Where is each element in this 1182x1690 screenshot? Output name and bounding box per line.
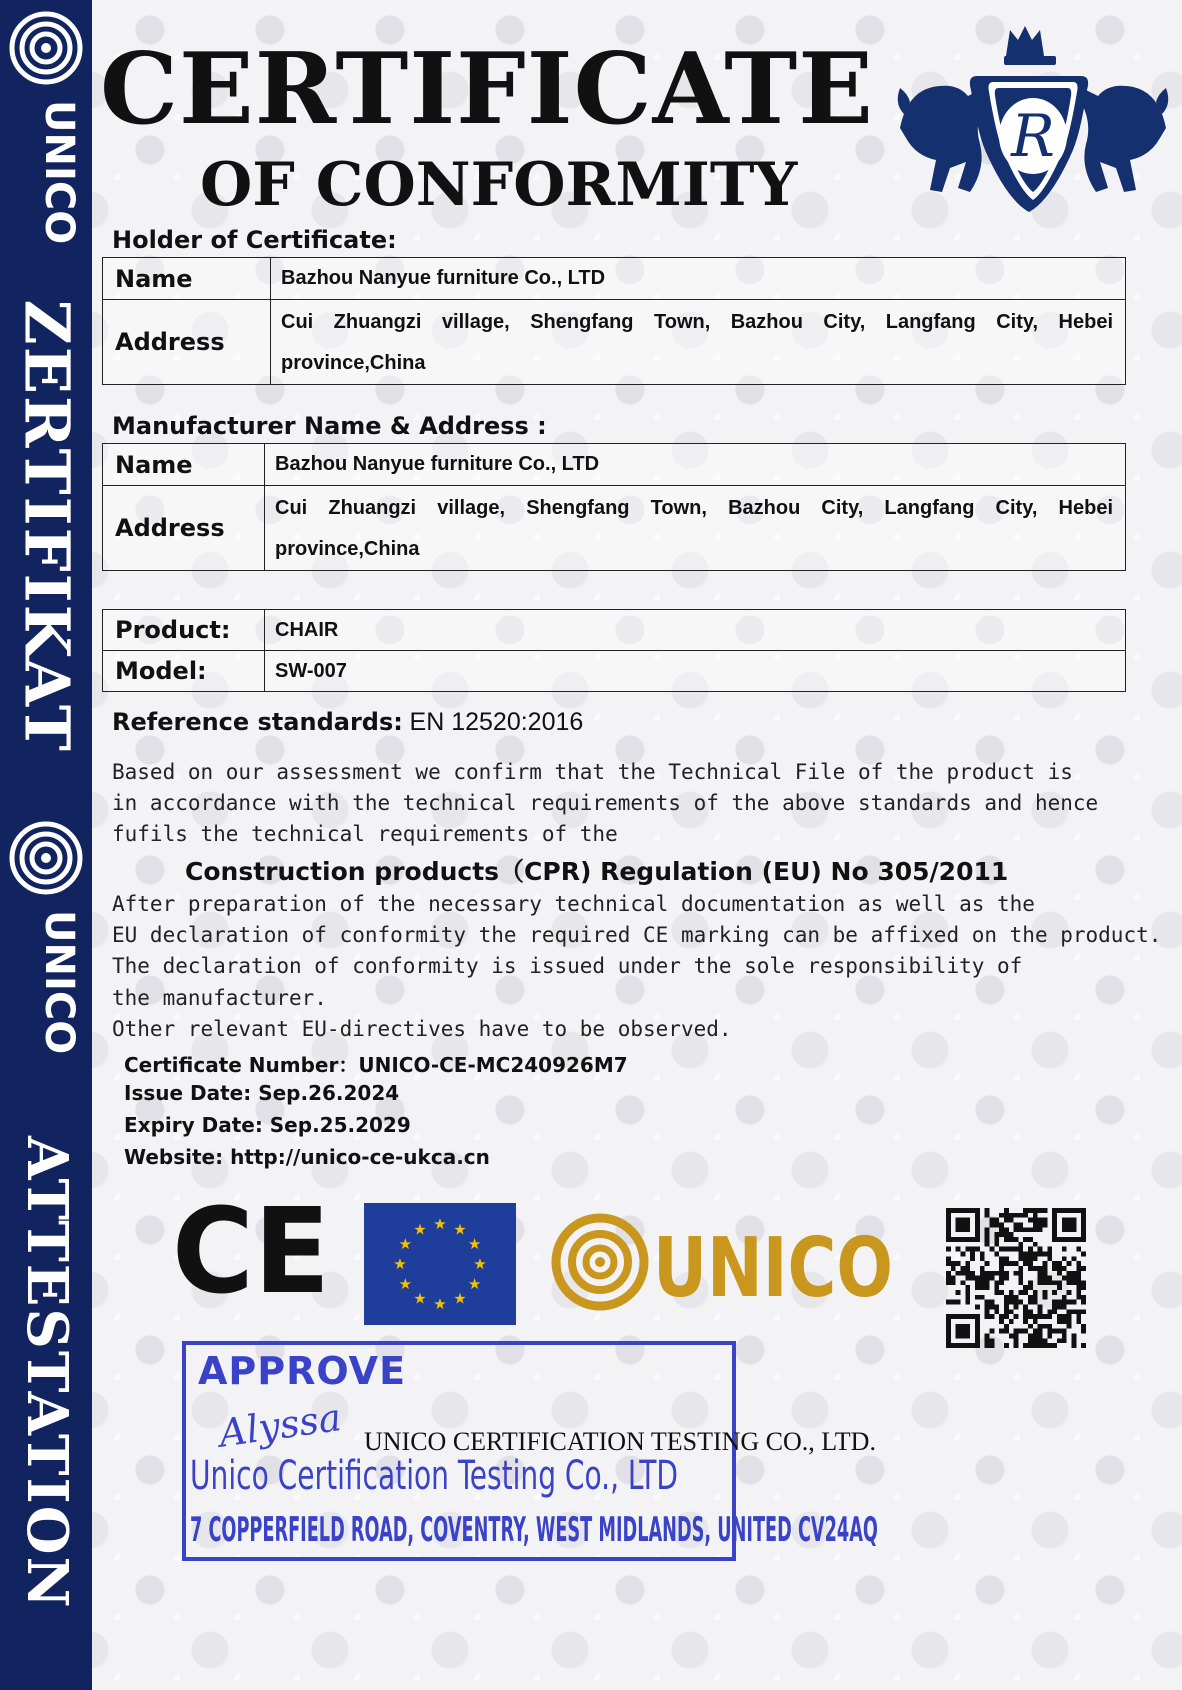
eu-flag-icon	[364, 1203, 516, 1325]
unico-logo-icon	[6, 8, 86, 258]
product-table	[102, 609, 1126, 692]
stamp-company: Unico Certification Testing Co., LTD	[190, 1453, 678, 1499]
holder-name-key: Name	[103, 258, 271, 300]
table-row	[103, 258, 1126, 300]
crest-logo-icon	[890, 18, 1176, 228]
eu-star-icon: ★	[398, 1235, 413, 1253]
reference-standards	[112, 708, 583, 737]
sidebar	[0, 0, 92, 1690]
statement-line: the manufacturer.	[112, 986, 327, 1010]
website: Website: http://unico-ce-ukca.cn	[124, 1145, 490, 1169]
eu-star-icon: ★	[467, 1235, 482, 1253]
statement-line: EU declaration of conformity the required CE marking can be affixed on the product.	[112, 923, 1162, 947]
unico-logo-icon	[6, 818, 86, 1068]
model-key: Model:	[103, 651, 265, 692]
statement-line: Based on our assessment we confirm that the Technical File of the product is	[112, 760, 1073, 784]
reference-value: EN 12520:2016	[409, 708, 584, 736]
table-row	[103, 444, 1126, 486]
qr-code-icon[interactable]	[946, 1208, 1086, 1348]
unico-brand-logo-icon	[548, 1210, 898, 1316]
certificate-number: Certificate Number：UNICO-CE-MC240926M7	[124, 1053, 628, 1077]
ce-mark-text: CE	[172, 1182, 330, 1320]
certificate-title: CERTIFICATE	[100, 32, 874, 147]
manufacturer-section-label: Manufacturer Name & Address :	[112, 412, 547, 440]
sidebar-logo-text: UNICO	[36, 100, 82, 245]
stamp-approve-text: APPROVE	[198, 1349, 407, 1393]
sidebar-attestation-text: ATTESTATION	[14, 1136, 80, 1610]
unico-brand-text: UNICO	[653, 1221, 893, 1316]
signature-text: Alyssa	[216, 1395, 344, 1456]
manufacturer-name-key: Name	[103, 444, 265, 486]
statement-line: Other relevant EU-directives have to be observed.	[112, 1017, 732, 1041]
holder-table	[102, 257, 1126, 385]
model-value: SW-007	[265, 651, 1126, 692]
eu-star-icon: ★	[433, 1215, 447, 1233]
holder-address-key: Address	[103, 300, 271, 385]
manufacturer-address-key: Address	[103, 486, 265, 571]
eu-star-icon: ★	[413, 1220, 427, 1239]
manufacturer-address-value: Cui Zhuangzi village, Shengfang Town, Bazhou City, Langfang City, Hebei province,China	[265, 486, 1126, 571]
manufacturer-name-value: Bazhou Nanyue furniture Co., LTD	[265, 444, 1126, 486]
issuer-name: UNICO CERTIFICATION TESTING CO., LTD.	[364, 1427, 876, 1456]
table-row	[103, 610, 1126, 651]
expiry-date: Expiry Date: Sep.25.2029	[124, 1113, 411, 1137]
product-value: CHAIR	[265, 610, 1126, 651]
eu-star-icon: ★	[473, 1255, 487, 1273]
table-row	[103, 651, 1126, 692]
sidebar-logo-text: UNICO	[36, 910, 82, 1055]
statement-line: in accordance with the technical requirements of the above standards and hence	[112, 791, 1099, 815]
sidebar-zertifikat-text: ZERTIFIKAT	[10, 299, 84, 753]
eu-star-icon: ★	[398, 1275, 413, 1293]
manufacturer-table	[102, 443, 1126, 571]
reference-label: Reference standards:	[112, 708, 403, 736]
crest-letter: R	[1011, 102, 1055, 170]
holder-address-value: Cui Zhuangzi village, Shengfang Town, Bazhou City, Langfang City, Hebei province,China	[271, 300, 1126, 385]
eu-star-icon: ★	[413, 1289, 427, 1308]
product-key: Product:	[103, 610, 265, 651]
holder-name-value: Bazhou Nanyue furniture Co., LTD	[271, 258, 1126, 300]
signature-icon	[216, 1395, 346, 1455]
issue-date: Issue Date: Sep.26.2024	[124, 1081, 400, 1105]
eu-star-icon: ★	[433, 1295, 447, 1313]
statement-line: fufils the technical requirements of the	[112, 822, 618, 846]
eu-star-icon: ★	[393, 1255, 407, 1273]
certificate-subtitle: OF CONFORMITY	[200, 150, 798, 220]
eu-star-icon: ★	[453, 1289, 467, 1308]
statement-line: After preparation of the necessary technical documentation as well as the	[112, 892, 1035, 916]
stamp-address: 7 COPPERFIELD ROAD, COVENTRY, WEST MIDLANDS, UNITED CV24AQ	[190, 1510, 878, 1550]
eu-star-icon: ★	[453, 1220, 467, 1239]
ce-mark-icon	[172, 1182, 332, 1320]
table-row	[103, 300, 1126, 385]
table-row	[103, 486, 1126, 571]
statement-line: The declaration of conformity is issued under the sole responsibility of	[112, 954, 1023, 978]
holder-section-label: Holder of Certificate:	[112, 226, 397, 254]
eu-star-icon: ★	[467, 1275, 482, 1293]
regulation-title: Construction products（CPR) Regulation (EU) No 305/2011	[185, 857, 1009, 886]
